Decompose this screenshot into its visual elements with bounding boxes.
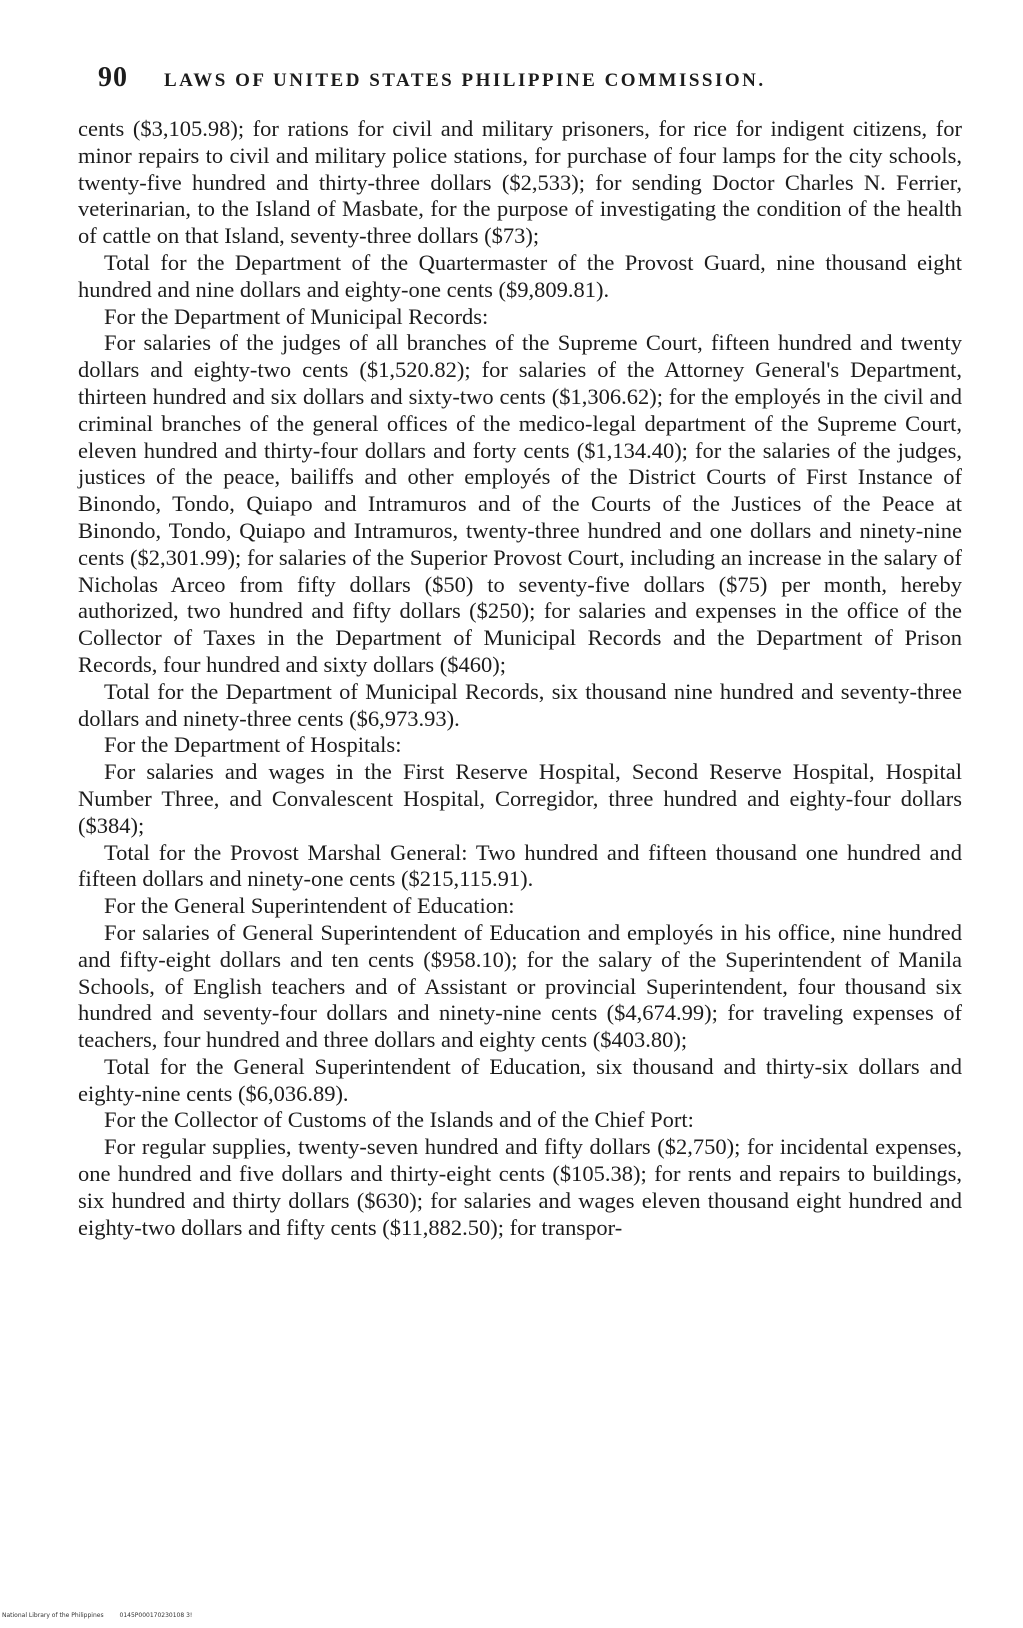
running-head: LAWS OF UNITED STATES PHILIPPINE COMMISSION. [164,70,766,91]
section-heading: For the Department of Hospitals: [104,732,402,758]
body-text [78,116,962,1241]
footer-identifier: 0145P000170230108 3! [119,1612,193,1619]
paragraph: For regular supplies, twenty-seven hundred and fifty dollars ($2,750); for incidental expenses, one hundred and five dollars and thirty-eight cents ($105.38); for rents and repairs to buildings, six hundred and thirty dollars ($630); for salaries and wages eleven thousand eight hundred and eighty-two dollars and fifty cents ($11,882.50); for transpor- [78,1134,962,1240]
section-heading: For the Department of Municipal Records: [104,303,489,329]
paragraph: cents ($3,105.98); for rations for civil and military prisoners, for rice for indigent citizens, for minor repairs to civil and military police stations, for purchase of four lamps for the city schools, twenty-five hundred and thirty-three dollars ($2,533); for sending Doctor Charles N. Ferrier, veterinarian, to the Island of Masbate, for the purpose of investigating the condition of the health of cattle on that Island, seventy-three dollars ($73); [78,116,962,249]
paragraph: Total for the Department of the Quartermaster of the Provost Guard, nine thousand eight hundred and nine dollars and eighty-one cents ($9,809.81). [78,249,962,302]
paragraph: For salaries of General Superintendent of Education and employés in his office, nine hundred and fifty-eight dollars and ten cents ($958.10); for the salary of the Superintendent of Manila Schools, of English teachers and of Assistant or provincial Superintendent, four thousand six hundred and seventy-four dollars and ninety-nine cents ($4,674.99); for traveling expenses of teachers, four hundred and three dollars and eighty cents ($403.80); [78,919,962,1053]
paragraph: For salaries and wages in the First Reserve Hospital, Second Reserve Hospital, Hospital Number Three, and Convalescent Hospital, Corregidor, three hundred and eighty-four dollars ($384); [78,759,962,838]
page-number: 90 [98,62,128,93]
section-heading: For the Collector of Customs of the Islands and of the Chief Port: [104,1107,694,1133]
paragraph: Total for the Department of Municipal Records, six thousand nine hundred and seventy-three dollars and ninety-three cents ($6,973.93). [78,678,962,731]
page-header [98,62,878,102]
section-heading: For the General Superintendent of Education: [104,893,515,919]
footer-library: National Library of the Philippines [2,1612,104,1619]
paragraph: For salaries of the judges of all branches of the Supreme Court, fifteen hundred and twenty dollars and eighty-two cents ($1,520.82); for salaries of the Attorney General's Department, thirteen hundred and six dollars and sixty-two cents ($1,306.62); for the employés in the civil and criminal branches of the general offices of the medico-legal department of the Supreme Court, eleven hundred and thirty-four dollars and forty cents ($1,134.40); for the salaries of the judges, justices of the peace, bailiffs and other employés of the District Courts of First Instance of Binondo, Tondo, Quiapo and Intramuros and of the Courts of the Justices of the Peace at Binondo, Tondo, Quiapo and Intramuros, twenty-three hundred and one dollars and ninety-nine cents ($2,301.99); for salaries of the Superior Provost Court, including an increase in the salary of Nicholas Arceo from fifty dollars ($50) to seventy-five dollars ($75) per month, hereby authorized, two hundred and fifty dollars ($250); for salaries and expenses in the office of the Collector of Taxes in the Department of Municipal Records and the Department of Prison Records, four hundred and sixty dollars ($460); [78,330,962,677]
page-footer [2,1612,206,1619]
paragraph: Total for the Provost Marshal General: Two hundred and fifteen thousand one hundred and fifteen dollars and ninety-one cents ($215,115.91). [78,839,962,892]
paragraph: Total for the General Superintendent of Education, six thousand and thirty-six dollars and eighty-nine cents ($6,036.89). [78,1053,962,1106]
